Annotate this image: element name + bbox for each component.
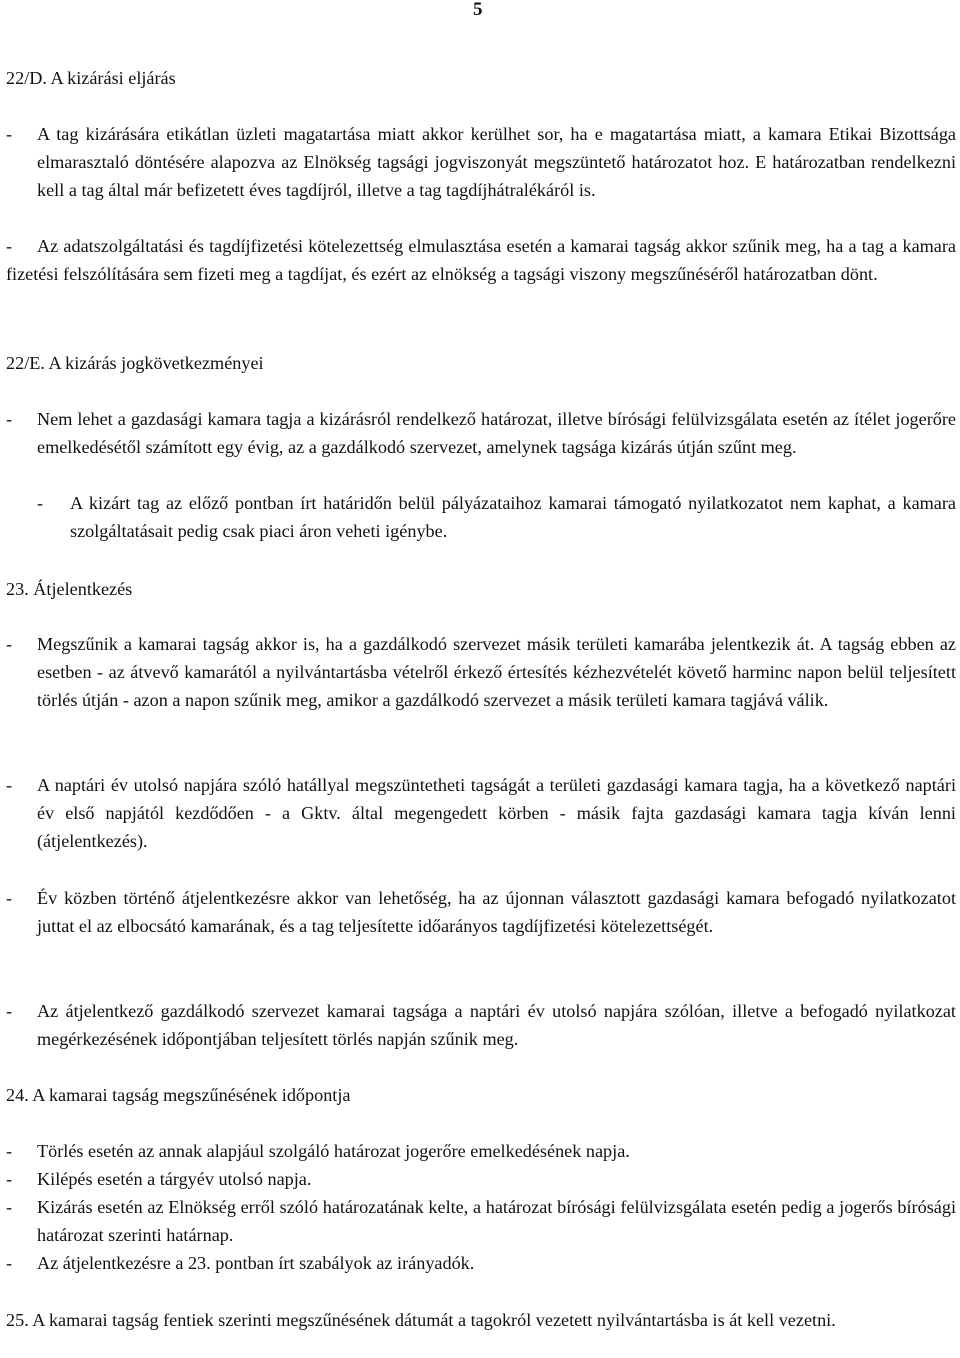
list-item	[6, 884, 956, 940]
list-item	[6, 232, 956, 288]
bullet-dash: -	[37, 493, 44, 513]
list-item	[6, 1165, 956, 1193]
bullet-dash: -	[6, 888, 13, 908]
list-item	[6, 405, 956, 461]
section-title-22e: 22/E. A kizárás jogkövetkezményei	[6, 353, 264, 373]
paragraph-text: Nem lehet a gazdasági kamara tagja a kizárásról rendelkező határozat, illetve bírósági felülvizsgálata esetén az ítélet jogerőre emelkedésétől számított egy évig, az a gazdálkodó szervezet, amelynek tagsága kizárás útján szűnt meg.	[37, 409, 956, 458]
bullet-dash: -	[6, 124, 13, 144]
page-number: 5	[473, 0, 483, 20]
section-25-paragraph: 25. A kamarai tagság fentiek szerinti megszűnésének dátumát a tagokról vezetett nyilvántartásba is át kell vezetni.	[6, 1310, 836, 1330]
bullet-dash: -	[6, 1001, 13, 1021]
paragraph-text: Az átjelentkező gazdálkodó szervezet kamarai tagsága a naptári év utolsó napjára szólóan, illetve a befogadó nyilatkozat megérkezésének időpontjában teljesített törlés napján szűnik meg.	[37, 1001, 956, 1050]
list-item	[6, 630, 956, 715]
paragraph-text: Év közben történő átjelentkezésre akkor van lehetőség, ha az újonnan választott gazdasági kamara befogadó nyilatkozatot juttat el az elbocsátó kamarának, és a tag teljesítette időarányos tagdíjfizetési kötelezettségét.	[37, 888, 956, 937]
paragraph-text: Kilépés esetén a tárgyév utolsó napja.	[37, 1169, 312, 1189]
section-title-23: 23. Átjelentkezés	[6, 579, 133, 599]
bullet-dash: -	[6, 1141, 13, 1161]
bullet-dash: -	[6, 1169, 13, 1189]
list-item	[37, 489, 956, 545]
bullet-dash: -	[6, 634, 13, 654]
paragraph-text: Törlés esetén az annak alapjául szolgáló határozat jogerőre emelkedésének napja.	[37, 1141, 630, 1161]
list-item	[6, 997, 956, 1053]
section-title-24: 24. A kamarai tagság megszűnésének időpontja	[6, 1085, 351, 1105]
list-item	[6, 1137, 956, 1165]
list-item	[6, 120, 956, 205]
paragraph-text: A naptári év utolsó napjára szóló hatállyal megszüntetheti tagságát a területi gazdasági kamara tagja, ha a következő naptári év első napjától kezdődően - a Gktv. által megengedett körben - másik fajta gazdasági kamara tagja kíván lenni (átjelentkezés).	[37, 775, 956, 852]
paragraph-text: Kizárás esetén az Elnökség erről szóló határozatának kelte, a határozat bírósági felülvizsgálata esetén pedig a jogerős bírósági határozat szerinti határnap.	[37, 1197, 956, 1246]
list-item	[6, 1193, 956, 1249]
paragraph-text: Megszűnik a kamarai tagság akkor is, ha a gazdálkodó szervezet másik területi kamarába jelentkezik át. A tagság ebben az esetben - az átvevő kamarától a nyilvántartásba vételről érkező értesítés kézhezvételét követő harminc napon belül teljesített törlés útján - azon a napon szűnik meg, amikor a gazdálkodó szervezet a másik területi kamara tagjává válik.	[37, 634, 956, 711]
paragraph-text: A kizárt tag az előző pontban írt határidőn belül pályázataihoz kamarai támogató nyilatkozatot nem kaphat, a kamara szolgáltatásait pedig csak piaci áron veheti igénybe.	[70, 493, 956, 542]
bullet-dash: -	[6, 1253, 13, 1273]
bullet-dash: -	[6, 1197, 13, 1217]
bullet-dash: -	[6, 775, 13, 795]
bullet-dash: -	[6, 409, 13, 429]
list-item	[6, 771, 956, 856]
section-title-22d: 22/D. A kizárási eljárás	[6, 68, 176, 88]
paragraph-text: Az átjelentkezésre a 23. pontban írt szabályok az irányadók.	[37, 1253, 475, 1273]
bullet-dash: -	[6, 236, 13, 256]
paragraph-text: A tag kizárására etikátlan üzleti magatartása miatt akkor kerülhet sor, ha e magatartása miatt, a kamara Etikai Bizottsága elmarasztaló döntésére alapozva az Elnökség tagsági jogviszonyát megszüntető határozatot hoz. E határozatban rendelkezni kell a tag által már befizetett éves tagdíjról, illetve a tag tagdíjhátralékáról is.	[37, 124, 956, 201]
list-item	[6, 1249, 956, 1277]
paragraph-text: - Az adatszolgáltatási és tagdíjfizetési kötelezettség elmulasztása esetén a kamarai tagság akkor szűnik meg, ha a tag a kamara fizetési felszólítására sem fizeti meg a tagdíjat, és ezért az elnökség a tagsági viszony megszűnéséről határozatban dönt.	[6, 232, 956, 288]
